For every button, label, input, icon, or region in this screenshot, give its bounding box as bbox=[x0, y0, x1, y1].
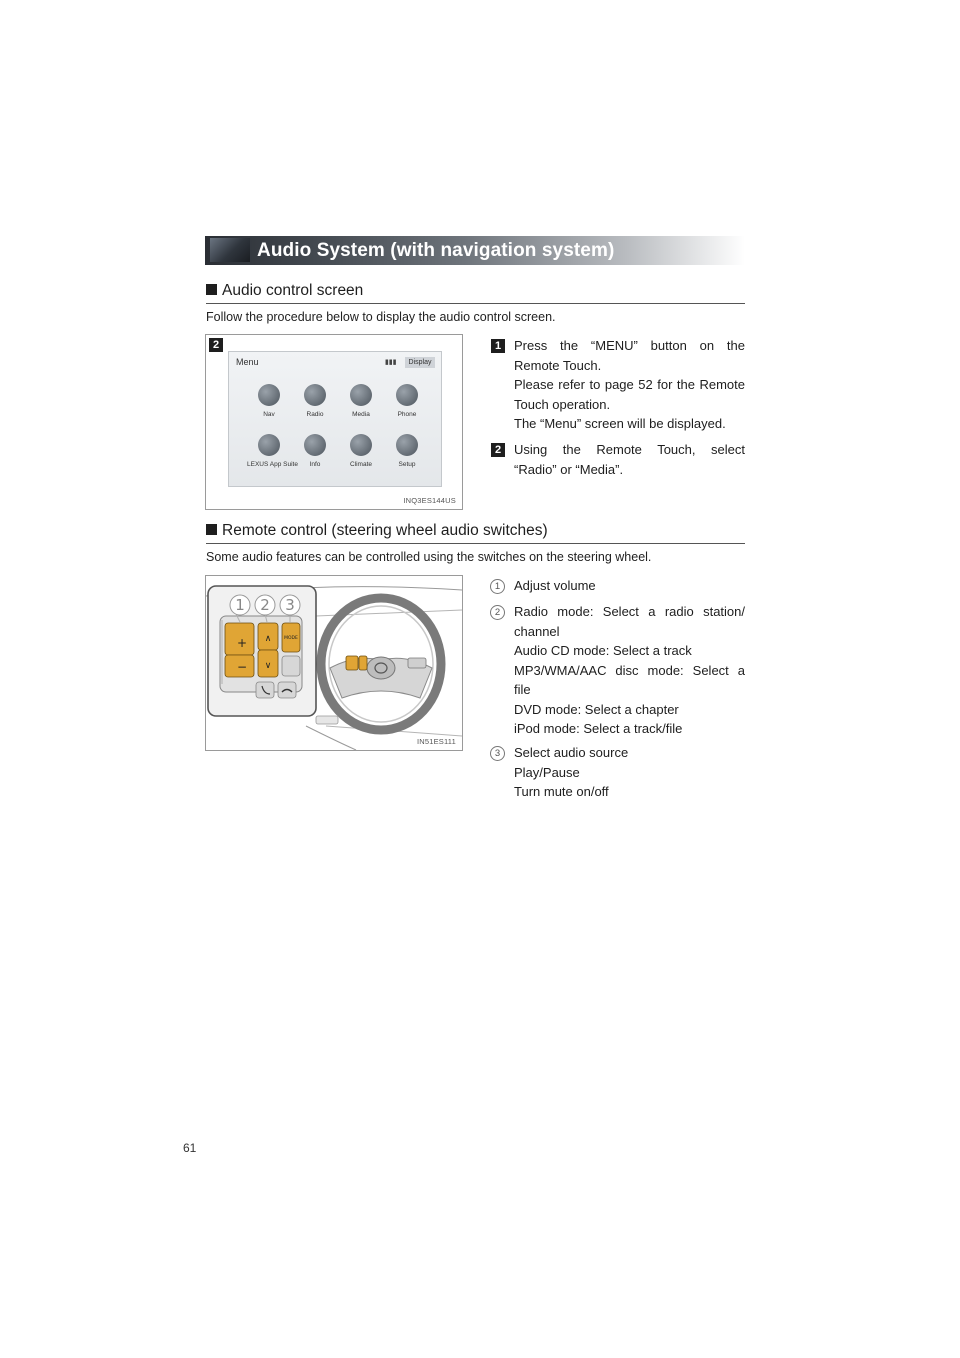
text-line: Touch operation. bbox=[514, 396, 611, 412]
menu-tile-info bbox=[293, 434, 337, 468]
page-title: Audio System (with navigation system) bbox=[257, 240, 615, 261]
text-line: “Radio” or “Media”. bbox=[514, 461, 624, 477]
nav-icon bbox=[258, 384, 280, 406]
text-line: Audio CD mode: Select a track bbox=[514, 643, 692, 658]
media-icon bbox=[350, 384, 372, 406]
menu-tile-phone bbox=[385, 384, 429, 418]
radio-icon bbox=[304, 384, 326, 406]
text-line: Please refer to page 52 for the Remote bbox=[514, 377, 745, 392]
down-arrow-icon: ∨ bbox=[264, 661, 272, 671]
text-line: channel bbox=[514, 623, 560, 639]
text-line: iPod mode: Select a track/file bbox=[514, 721, 683, 736]
menu-title: Menu bbox=[236, 357, 259, 367]
figure-badge: 2 bbox=[209, 338, 223, 352]
tile-label: Phone bbox=[397, 411, 417, 418]
menu-tile-climate bbox=[339, 434, 383, 468]
section-heading-audio-control bbox=[206, 282, 745, 304]
text-line: The “Menu” screen will be displayed. bbox=[514, 416, 726, 431]
section-intro: Follow the procedure below to display the audio control screen. bbox=[206, 310, 556, 324]
item-1-text bbox=[514, 576, 745, 596]
text-line: MP3/WMA/AAC disc mode: Select a bbox=[514, 662, 745, 678]
setup-icon bbox=[396, 434, 418, 456]
item-2-text bbox=[514, 602, 745, 739]
tile-label: LEXUS App Suite bbox=[247, 461, 298, 468]
text-line: DVD mode: Select a chapter bbox=[514, 701, 679, 717]
menu-tile-nav bbox=[247, 384, 291, 418]
menu-tile-app-suite bbox=[247, 434, 298, 468]
page-number: 61 bbox=[183, 1141, 197, 1155]
step-1-text bbox=[514, 336, 745, 434]
tile-label: Media bbox=[352, 411, 370, 418]
tile-label: Setup bbox=[398, 461, 416, 468]
volume-minus-icon: − bbox=[236, 660, 248, 674]
section-heading-remote-control bbox=[206, 522, 745, 544]
text-line: Remote Touch. bbox=[514, 357, 602, 373]
callout-3: 3 bbox=[285, 596, 295, 614]
text-line: Play/Pause bbox=[514, 764, 580, 780]
tile-label: Nav bbox=[263, 411, 275, 418]
menu-tile-media bbox=[339, 384, 383, 418]
item-3-text bbox=[514, 743, 745, 802]
text-line: file bbox=[514, 682, 531, 697]
step-2-text bbox=[514, 440, 745, 479]
menu-topbar bbox=[229, 352, 441, 374]
section-heading-text: Remote control (steering wheel audio switches) bbox=[222, 522, 548, 539]
item-number-2: 2 bbox=[490, 605, 505, 620]
tile-label: Climate bbox=[349, 461, 373, 468]
tile-label: Info bbox=[309, 461, 321, 468]
up-arrow-icon: ∧ bbox=[264, 634, 272, 644]
text-line: Radio mode: Select a radio station/ bbox=[514, 604, 745, 619]
text-line: Select audio source bbox=[514, 745, 629, 760]
figure-code: IN51ES111 bbox=[416, 737, 456, 746]
step-badge-2: 2 bbox=[491, 443, 505, 457]
signal-icon: ▮▮▮ bbox=[385, 359, 397, 366]
steering-wheel-illustration bbox=[206, 576, 462, 750]
lexus-logo-icon bbox=[258, 434, 280, 456]
menu-tile-setup bbox=[385, 434, 429, 468]
item-number-3: 3 bbox=[490, 746, 505, 761]
section-heading-text: Audio control screen bbox=[222, 282, 364, 299]
volume-plus-icon: + bbox=[236, 636, 248, 650]
square-bullet-icon bbox=[206, 524, 217, 535]
step-badge-1: 1 bbox=[491, 339, 505, 353]
text-line: Turn mute on/off bbox=[514, 784, 609, 799]
square-bullet-icon bbox=[206, 284, 217, 295]
menu-tile-radio bbox=[293, 384, 337, 418]
steering-wheel-figure bbox=[205, 575, 463, 751]
callout-2: 2 bbox=[260, 596, 270, 614]
phone-icon bbox=[396, 384, 418, 406]
banner-decor-icon bbox=[210, 238, 250, 262]
text-line: Press the “MENU” button on the bbox=[514, 338, 745, 353]
mode-button-label: MODE bbox=[284, 636, 298, 641]
climate-icon bbox=[350, 434, 372, 456]
text-line: Using the Remote Touch, select bbox=[514, 442, 745, 457]
display-button: Display bbox=[405, 357, 435, 368]
figure-code: INQ3ES144US bbox=[403, 496, 456, 505]
info-icon bbox=[304, 434, 326, 456]
tile-label: Radio bbox=[306, 411, 324, 418]
item-number-1: 1 bbox=[490, 579, 505, 594]
menu-screen-figure bbox=[205, 334, 463, 510]
text-line: Adjust volume bbox=[514, 578, 596, 593]
callout-1: 1 bbox=[235, 596, 245, 614]
menu-screen-image bbox=[228, 351, 442, 487]
section-intro: Some audio features can be controlled using the switches on the steering wheel. bbox=[206, 550, 652, 564]
